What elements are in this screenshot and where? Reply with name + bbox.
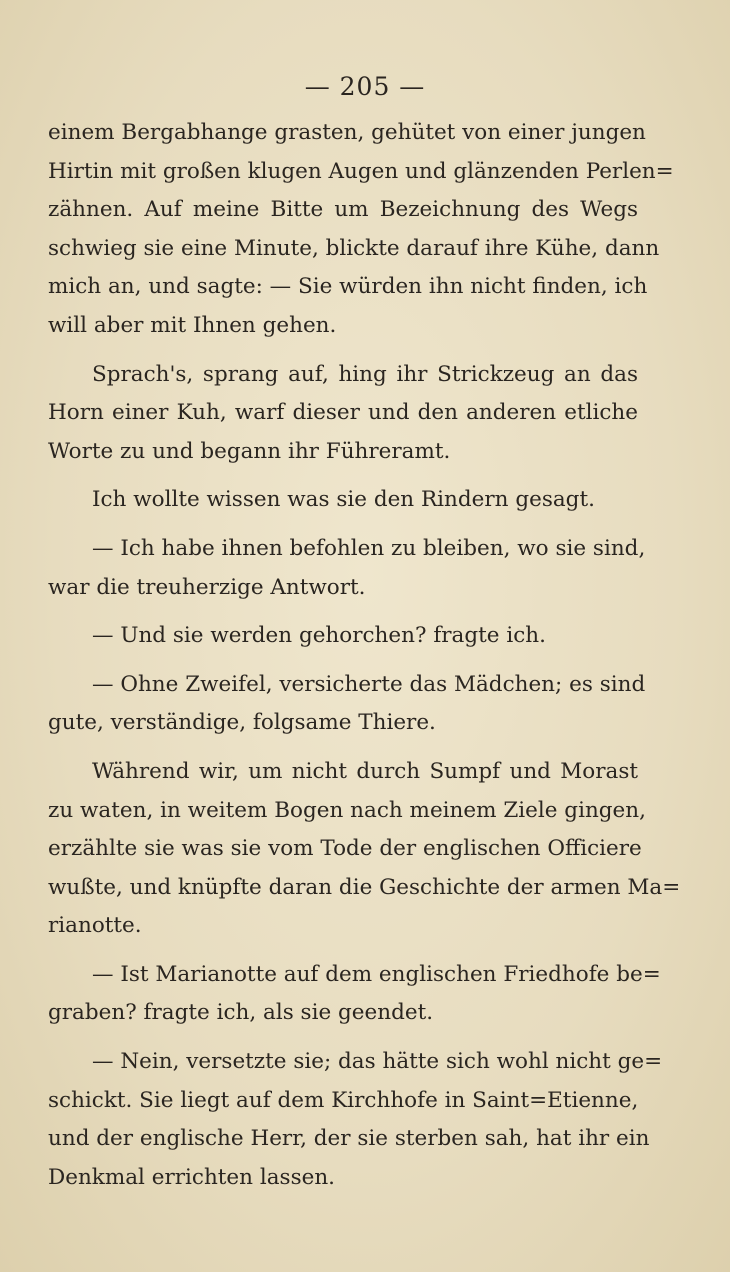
text-line: Horn einer Kuh, warf dieser und den anderen etliche [48,400,638,426]
text-line: graben? fragte ich, als sie geendet. [48,1000,434,1026]
text-line: mich an, und sagte: — Sie würden ihn nicht finden, ich [48,274,648,300]
paragraph-gap [48,520,638,530]
text-line: rianotte. [48,913,142,939]
text-line: schickt. Sie liegt auf dem Kirchhofe in Saint=Etienne, [48,1087,639,1113]
text-line: zähnen. Auf meine Bitte um Bezeichnung des Wegs [48,197,638,223]
paragraph [48,114,674,346]
paragraph [48,956,661,1033]
page-number: — 205 — [304,72,426,101]
body-text [48,114,681,1197]
text-line: und der englische Herr, der sie sterben sah, hat ihr ein [48,1126,650,1152]
text-line: will aber mit Ihnen gehen. [48,312,337,338]
paragraph-gap [48,946,638,956]
paragraph-gap [48,607,638,617]
text-line: Worte zu und begann ihr Führeramt. [48,438,451,464]
paragraph [48,481,638,520]
text-line: Denkmal errichten lassen. [48,1164,336,1190]
paragraph [48,356,638,472]
paragraph [48,753,681,946]
text-line: einem Bergabhange grasten, gehütet von einer jungen [48,120,646,145]
text-line: erzählte sie was sie vom Tode der englischen Officiere [48,836,642,862]
paragraph-gap [48,743,638,753]
paragraph-gap [48,656,638,666]
text-line: Während wir, um nicht durch Sumpf und Morast [92,758,638,784]
text-line: gute, verständige, folgsame Thiere. [48,710,436,736]
text-line: Ich wollte wissen was sie den Rindern gesagt. [92,487,595,513]
paragraph [48,1043,663,1197]
text-line: — Ich habe ihnen befohlen zu bleiben, wo sie sind, [92,535,646,561]
text-line: zu waten, in weitem Bogen nach meinem Ziele gingen, [48,797,646,823]
text-line: war die treuherzige Antwort. [48,574,366,600]
paragraph [48,617,638,656]
paragraph [48,666,646,743]
paragraph-gap [48,346,638,356]
paragraph-gap [48,1033,638,1043]
text-line: — Nein, versetzte sie; das hätte sich wohl nicht ge= [92,1049,663,1075]
text-line: Sprach's, sprang auf, hing ihr Strickzeug an das [92,361,638,387]
paragraph-gap [48,471,638,481]
text-line: — Und sie werden gehorchen? fragte ich. [92,623,546,649]
text-line: Hirtin mit großen klugen Augen und glänzenden Perlen= [48,158,674,184]
text-line: — Ohne Zweifel, versicherte das Mädchen; es sind [92,671,646,697]
paragraph [48,530,646,607]
text-line: — Ist Marianotte auf dem englischen Friedhofe be= [92,961,661,987]
text-line: schwieg sie eine Minute, blickte darauf ihre Kühe, dann [48,235,660,261]
text-line: wußte, und knüpfte daran die Geschichte der armen Ma= [48,874,681,900]
